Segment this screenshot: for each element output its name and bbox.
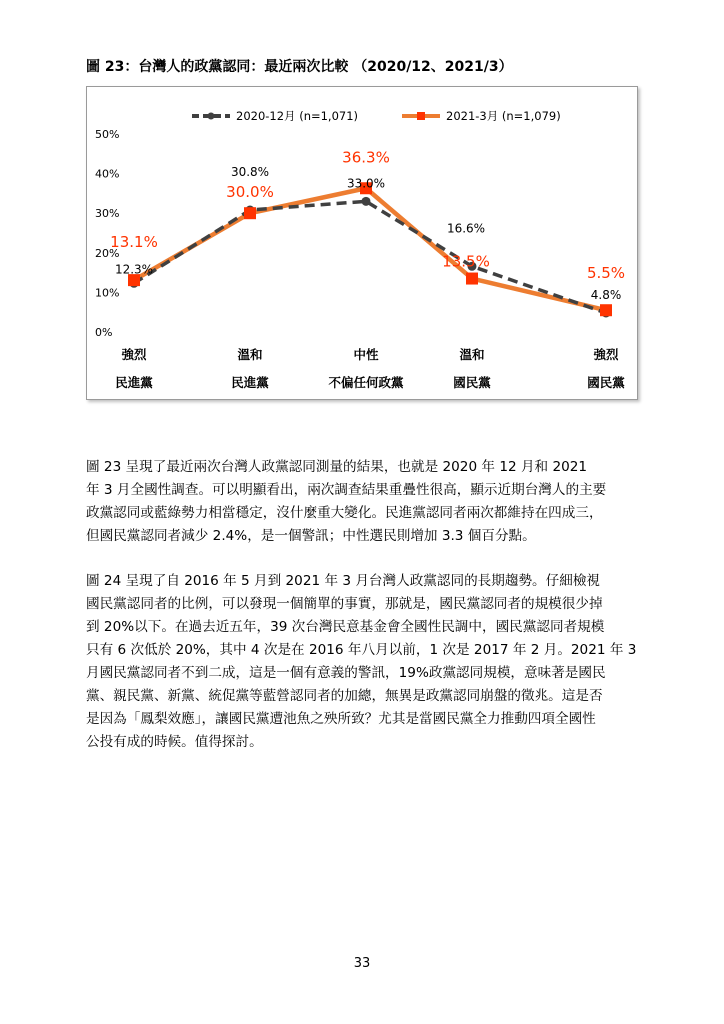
data-label-2020: 30.8% (230, 165, 270, 180)
series-2020-line (134, 201, 606, 313)
chart-container (86, 86, 638, 400)
paragraph-line: 圖 23 呈現了最近兩次台灣人政黨認同測量的結果，也就是 2020 年 12 月和 2021 (86, 459, 588, 475)
data-label-2021: 5.5% (586, 264, 626, 283)
paragraph-line: 黨、親民黨、新黨、統促黨等藍營認同者的加總，無異是政黨認同崩盤的徵兆。這是否 (86, 688, 603, 704)
data-label-2021: 13.5% (442, 252, 490, 271)
x-category-label: 強烈 (121, 347, 147, 362)
series-2021-point (600, 304, 612, 316)
line-chart (87, 87, 637, 399)
y-tick-label: 30% (95, 207, 120, 221)
x-category-label: 中性 (353, 347, 379, 362)
paragraph-line: 只有 6 次低於 20%，其中 4 次是在 2016 年八月以前，1 次是 2017 年 2 月。2021 年 3 (86, 642, 637, 658)
paragraph-line: 到 20%以下。在過去近五年，39 次台灣民意基金會全國性民調中，國民黨認同者規模 (86, 619, 605, 635)
data-label-2020: 16.6% (446, 221, 486, 236)
x-category-label: 溫和 (237, 347, 263, 362)
paragraph-2 (86, 570, 642, 754)
series-2021-point (244, 207, 256, 219)
paragraph-line: 政黨認同或藍綠勢力相當穩定，沒什麼重大變化。民進黨認同者兩次都維持在四成三， (86, 505, 603, 521)
data-label-2020: 4.8% (590, 287, 622, 302)
paragraph-1 (86, 456, 642, 548)
paragraph-line: 公投有成的時候。值得探討。 (86, 734, 263, 750)
data-label-2020: 12.3% (114, 262, 154, 277)
data-label-2021: 13.1% (110, 233, 158, 252)
page-number: 33 (353, 956, 371, 971)
paragraph-line: 月國民黨認同者不到二成，這是一個有意義的警訊，19%政黨認同規模，意味著是國民 (86, 665, 606, 681)
paragraph-line: 但國民黨認同者減少 2.4%，是一個警訊；中性選民則增加 3.3 個百分點。 (86, 528, 536, 544)
y-tick-label: 0% (95, 326, 113, 339)
y-tick-label: 50% (95, 128, 120, 141)
legend-label: 2020-12月 (n=1,071) (236, 109, 359, 123)
paragraph-line: 國民黨認同者的比例，可以發現一個簡單的事實，那就是，國民黨認同者的規模很少掉 (86, 596, 603, 612)
y-tick-label: 40% (95, 167, 120, 181)
data-label-2020: 33.0% (346, 176, 386, 191)
series-2020-point (362, 197, 371, 206)
paragraph-line: 年 3 月全國性調查。可以明顯看出，兩次調查結果重疊性很高，顯示近期台灣人的主要 (86, 482, 607, 498)
data-label-2021: 36.3% (342, 148, 390, 167)
series-2021-line (134, 188, 606, 310)
x-category-label: 溫和 (459, 347, 485, 362)
x-category-label: 民進黨 (231, 375, 269, 390)
legend-marker (417, 112, 425, 120)
series-2021-point (466, 273, 478, 285)
figure-title: 圖 23：台灣人的政黨認同：最近兩次比較 （2020/12、2021/3） (86, 59, 513, 75)
paragraph-line: 圖 24 呈現了自 2016 年 5 月到 2021 年 3 月台灣人政黨認同的長期趨勢。仔細檢視 (86, 573, 601, 589)
legend-label: 2021-3月 (n=1,079) (446, 109, 561, 123)
paragraph-line: 是因為「鳳梨效應」，讓國民黨遭池魚之殃所致？尤其是當國民黨全力推動四項全國性 (86, 711, 596, 727)
x-category-label: 不偏任何政黨 (328, 375, 404, 390)
x-category-label: 國民黨 (587, 375, 625, 390)
y-tick-label: 20% (95, 246, 120, 260)
x-category-label: 強烈 (593, 347, 619, 362)
legend-marker (208, 113, 215, 120)
data-label-2021: 30.0% (226, 183, 274, 202)
x-category-label: 國民黨 (453, 375, 491, 390)
y-tick-label: 10% (95, 286, 120, 300)
x-category-label: 民進黨 (115, 375, 153, 390)
